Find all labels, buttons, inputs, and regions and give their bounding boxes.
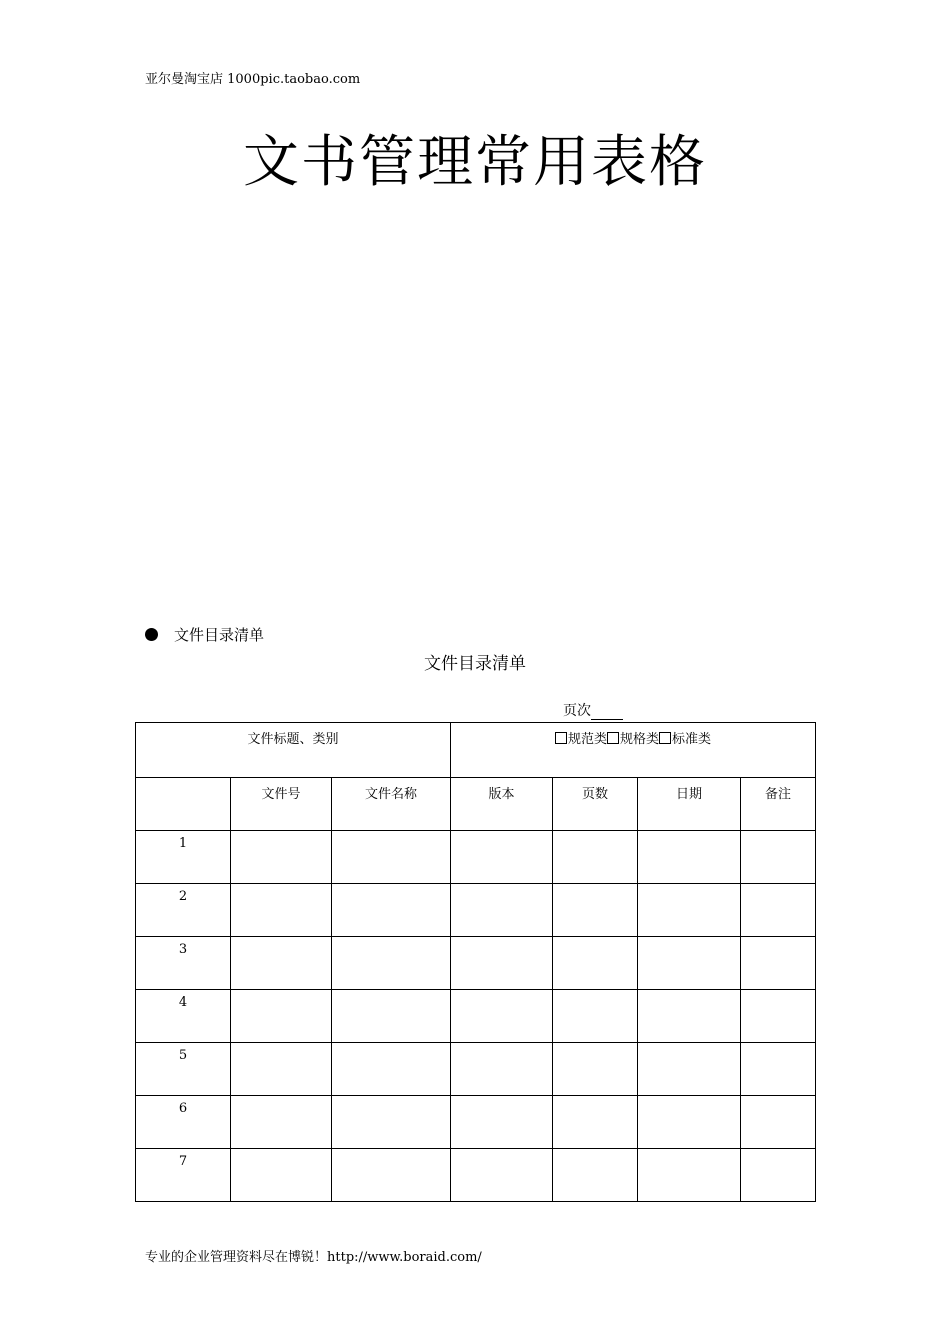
table-cell[interactable] [332, 831, 451, 884]
title-category-label: 文件标题、类别 [136, 723, 451, 778]
table-cell[interactable] [553, 1096, 638, 1149]
row-number: 5 [136, 1043, 231, 1096]
table-cell[interactable] [231, 1096, 332, 1149]
table-cell[interactable] [451, 884, 553, 937]
table-cell[interactable] [332, 1096, 451, 1149]
row-number: 2 [136, 884, 231, 937]
category-checkbox[interactable] [555, 732, 567, 744]
category-checkbox[interactable] [607, 732, 619, 744]
table-cell[interactable] [332, 937, 451, 990]
table-cell[interactable] [741, 884, 816, 937]
section-heading [145, 624, 264, 645]
table-cell[interactable] [741, 1043, 816, 1096]
table-cell[interactable] [741, 937, 816, 990]
table-cell[interactable] [451, 937, 553, 990]
table-cell[interactable] [553, 990, 638, 1043]
category-checkbox[interactable] [659, 732, 671, 744]
table-cell[interactable] [332, 990, 451, 1043]
table-cell[interactable] [638, 990, 741, 1043]
column-header: 备注 [741, 778, 816, 831]
table-title: 文件目录清单 [424, 654, 526, 674]
table-cell[interactable] [231, 937, 332, 990]
table-row [136, 1043, 816, 1096]
table-cell[interactable] [638, 884, 741, 937]
column-header: 版本 [451, 778, 553, 831]
table-row [136, 1149, 816, 1202]
document-title: 文书管理常用表格 [243, 130, 707, 195]
table-row [136, 1096, 816, 1149]
category-option-label: 规范类 [568, 732, 608, 747]
title-category-row [136, 723, 816, 778]
table-cell[interactable] [231, 1043, 332, 1096]
row-number: 7 [136, 1149, 231, 1202]
table-cell[interactable] [741, 1096, 816, 1149]
table-cell[interactable] [231, 1149, 332, 1202]
table-row [136, 937, 816, 990]
page-number-label: 页次 [563, 703, 591, 719]
column-header [136, 778, 231, 831]
column-header: 页数 [553, 778, 638, 831]
table-cell[interactable] [553, 1043, 638, 1096]
header-note: 亚尔曼淘宝店 1000pic.taobao.com [145, 72, 361, 87]
table-row [136, 831, 816, 884]
table-cell[interactable] [332, 884, 451, 937]
table-cell[interactable] [231, 831, 332, 884]
section-heading-label: 文件目录清单 [174, 626, 265, 644]
bullet-icon [145, 628, 158, 641]
row-number: 1 [136, 831, 231, 884]
table-cell[interactable] [638, 1149, 741, 1202]
table-cell[interactable] [638, 831, 741, 884]
table-cell[interactable] [553, 1149, 638, 1202]
table-cell[interactable] [451, 1096, 553, 1149]
table-cell[interactable] [638, 1043, 741, 1096]
category-option-label: 规格类 [620, 732, 660, 747]
column-header: 日期 [638, 778, 741, 831]
column-header-row [136, 778, 816, 831]
row-number: 3 [136, 937, 231, 990]
column-header: 文件号 [231, 778, 332, 831]
category-option-label: 标准类 [672, 732, 712, 747]
table-row [136, 884, 816, 937]
table-cell[interactable] [231, 990, 332, 1043]
table-cell[interactable] [553, 884, 638, 937]
row-number: 4 [136, 990, 231, 1043]
column-header: 文件名称 [332, 778, 451, 831]
file-directory-table [135, 722, 816, 1202]
row-number: 6 [136, 1096, 231, 1149]
table-cell[interactable] [553, 831, 638, 884]
table-cell[interactable] [741, 1149, 816, 1202]
table-cell[interactable] [741, 831, 816, 884]
table-cell[interactable] [451, 1043, 553, 1096]
table-cell[interactable] [332, 1043, 451, 1096]
page-number-blank[interactable] [591, 704, 623, 720]
table-cell[interactable] [451, 990, 553, 1043]
page-number-field [563, 700, 623, 720]
category-options [451, 723, 816, 778]
table-cell[interactable] [741, 990, 816, 1043]
table-cell[interactable] [638, 1096, 741, 1149]
table-cell[interactable] [231, 884, 332, 937]
table-cell[interactable] [332, 1149, 451, 1202]
table-cell[interactable] [451, 831, 553, 884]
table-cell[interactable] [451, 1149, 553, 1202]
table-cell[interactable] [638, 937, 741, 990]
table-cell[interactable] [553, 937, 638, 990]
footer-note: 专业的企业管理资料尽在博锐！http://www.boraid.com/ [145, 1250, 482, 1265]
table-row [136, 990, 816, 1043]
